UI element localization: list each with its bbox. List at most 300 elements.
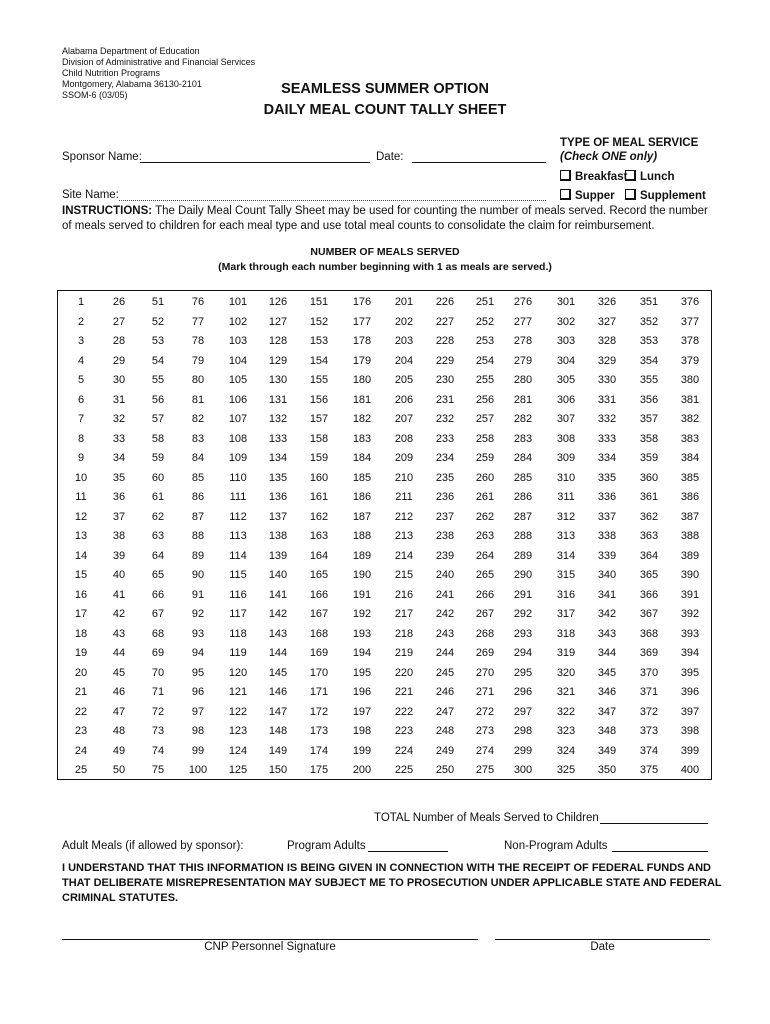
tally-number[interactable]: 182 — [352, 413, 372, 425]
tally-number[interactable]: 276 — [513, 296, 533, 308]
tally-number[interactable]: 99 — [191, 744, 205, 757]
tally-number[interactable]: 280 — [513, 374, 533, 386]
tally-number[interactable]: 113 — [229, 530, 247, 542]
tally-number[interactable]: 325 — [556, 764, 576, 776]
tally-number[interactable]: 29 — [112, 354, 126, 367]
tally-number[interactable]: 391 — [680, 588, 700, 601]
tally-number[interactable]: 367 — [639, 608, 659, 620]
tally-number[interactable]: 230 — [435, 374, 455, 386]
site-name-field[interactable] — [119, 200, 546, 201]
tally-number[interactable]: 375 — [639, 764, 659, 776]
tally-number[interactable]: 49 — [112, 744, 126, 757]
tally-number[interactable]: 138 — [268, 530, 288, 542]
tally-number[interactable]: 239 — [435, 549, 455, 562]
tally-number[interactable]: 231 — [435, 393, 455, 406]
tally-number[interactable]: 295 — [513, 666, 533, 679]
tally-number[interactable]: 220 — [394, 666, 414, 679]
tally-number[interactable]: 44 — [112, 647, 126, 659]
tally-number[interactable]: 326 — [597, 296, 617, 308]
tally-number[interactable]: 133 — [268, 432, 288, 445]
tally-number[interactable]: 209 — [394, 452, 414, 464]
tally-number[interactable]: 119 — [229, 647, 247, 659]
tally-number[interactable]: 213 — [394, 530, 414, 542]
tally-number[interactable]: 312 — [556, 510, 576, 523]
tally-number[interactable]: 53 — [151, 335, 165, 347]
tally-number[interactable]: 262 — [475, 510, 495, 523]
tally-number[interactable]: 297 — [513, 705, 533, 718]
tally-number[interactable]: 232 — [435, 413, 455, 425]
tally-number[interactable]: 341 — [597, 588, 617, 601]
tally-number[interactable]: 352 — [639, 315, 659, 328]
tally-number[interactable]: 283 — [513, 432, 533, 445]
tally-number[interactable]: 365 — [639, 569, 659, 581]
tally-number[interactable]: 58 — [151, 432, 165, 445]
tally-number[interactable]: 354 — [639, 354, 659, 367]
tally-number[interactable]: 3 — [77, 335, 85, 347]
tally-number[interactable]: 204 — [394, 354, 414, 367]
tally-number[interactable]: 311 — [557, 491, 575, 503]
tally-number[interactable]: 320 — [556, 666, 576, 679]
tally-number[interactable]: 1 — [77, 296, 85, 308]
tally-number[interactable]: 281 — [513, 393, 533, 406]
tally-number[interactable]: 73 — [151, 725, 165, 737]
tally-number[interactable]: 236 — [435, 491, 455, 503]
tally-number[interactable]: 106 — [228, 393, 248, 406]
tally-number[interactable]: 226 — [435, 296, 455, 308]
tally-number[interactable]: 392 — [680, 608, 700, 620]
tally-number[interactable]: 346 — [597, 686, 617, 698]
tally-number[interactable]: 149 — [268, 744, 288, 757]
tally-number[interactable]: 336 — [597, 491, 617, 503]
tally-number[interactable]: 310 — [556, 471, 576, 484]
tally-number[interactable]: 96 — [191, 686, 205, 698]
tally-number[interactable]: 396 — [680, 686, 700, 698]
tally-number[interactable]: 112 — [229, 510, 247, 523]
tally-number[interactable]: 253 — [475, 335, 495, 347]
tally-number[interactable]: 302 — [556, 315, 576, 328]
tally-number[interactable]: 117 — [229, 608, 247, 620]
tally-number[interactable]: 111 — [229, 491, 247, 503]
tally-number[interactable]: 36 — [112, 491, 126, 503]
tally-number[interactable]: 244 — [435, 647, 455, 659]
tally-number[interactable]: 128 — [268, 335, 288, 347]
tally-number[interactable]: 270 — [475, 666, 495, 679]
tally-number[interactable]: 217 — [394, 608, 414, 620]
tally-number[interactable]: 243 — [435, 627, 455, 640]
tally-number[interactable]: 364 — [639, 549, 659, 562]
tally-number[interactable]: 32 — [112, 413, 126, 425]
tally-number[interactable]: 10 — [74, 471, 88, 484]
tally-number[interactable]: 201 — [394, 296, 414, 308]
tally-number[interactable]: 154 — [309, 354, 329, 367]
tally-number[interactable]: 333 — [597, 432, 617, 445]
tally-number[interactable]: 145 — [268, 666, 288, 679]
tally-number[interactable]: 225 — [394, 764, 414, 776]
tally-number[interactable]: 197 — [352, 705, 372, 718]
tally-number[interactable]: 13 — [74, 530, 88, 542]
tally-number[interactable]: 166 — [309, 588, 329, 601]
tally-number[interactable]: 134 — [268, 452, 288, 464]
tally-number[interactable]: 98 — [191, 725, 205, 737]
tally-number[interactable]: 257 — [475, 413, 495, 425]
tally-number[interactable]: 87 — [191, 510, 205, 523]
tally-number[interactable]: 76 — [191, 296, 205, 308]
tally-number[interactable]: 179 — [352, 354, 372, 367]
tally-number[interactable]: 361 — [639, 491, 659, 503]
tally-number[interactable]: 172 — [309, 705, 329, 718]
tally-number[interactable]: 161 — [309, 491, 329, 503]
tally-number[interactable]: 322 — [556, 705, 576, 718]
tally-number[interactable]: 40 — [112, 569, 126, 581]
tally-number[interactable]: 48 — [112, 725, 126, 737]
tally-number[interactable]: 248 — [435, 725, 455, 737]
tally-number[interactable]: 15 — [74, 569, 88, 581]
date-field[interactable] — [412, 162, 546, 163]
tally-number[interactable]: 290 — [513, 569, 533, 581]
tally-number[interactable]: 252 — [475, 315, 495, 328]
tally-number[interactable]: 301 — [556, 296, 576, 308]
tally-number[interactable]: 132 — [268, 413, 288, 425]
tally-number[interactable]: 246 — [435, 686, 455, 698]
tally-number[interactable]: 256 — [475, 393, 495, 406]
tally-number[interactable]: 387 — [680, 510, 700, 523]
tally-number[interactable]: 130 — [268, 374, 288, 386]
tally-number[interactable]: 23 — [74, 725, 88, 737]
tally-number[interactable]: 54 — [151, 354, 165, 367]
tally-number[interactable]: 152 — [309, 315, 329, 328]
tally-number[interactable]: 304 — [556, 354, 576, 367]
tally-number[interactable]: 222 — [394, 705, 414, 718]
tally-number[interactable]: 156 — [309, 393, 329, 406]
tally-number[interactable]: 57 — [151, 413, 165, 425]
sponsor-name-field[interactable] — [140, 162, 370, 163]
tally-number[interactable]: 343 — [597, 627, 617, 640]
tally-number[interactable]: 17 — [74, 608, 88, 620]
tally-number[interactable]: 39 — [112, 549, 126, 562]
tally-number[interactable]: 260 — [475, 471, 495, 484]
tally-number[interactable]: 135 — [268, 471, 288, 484]
tally-number[interactable]: 66 — [151, 588, 165, 601]
tally-number[interactable]: 153 — [309, 335, 329, 347]
tally-number[interactable]: 274 — [475, 744, 495, 757]
tally-number[interactable]: 267 — [475, 608, 495, 620]
tally-number[interactable]: 193 — [352, 627, 372, 640]
tally-number[interactable]: 108 — [228, 432, 248, 445]
tally-number[interactable]: 309 — [556, 452, 576, 464]
tally-number[interactable]: 84 — [191, 452, 205, 464]
tally-number[interactable]: 16 — [74, 588, 88, 601]
tally-number[interactable]: 394 — [680, 647, 700, 659]
tally-number[interactable]: 380 — [680, 374, 700, 386]
tally-number[interactable]: 62 — [151, 510, 165, 523]
tally-number[interactable]: 242 — [435, 608, 455, 620]
tally-number[interactable]: 215 — [394, 569, 414, 581]
tally-number[interactable]: 259 — [475, 452, 495, 464]
tally-number[interactable]: 379 — [680, 354, 700, 367]
checkbox-breakfast[interactable] — [560, 170, 627, 183]
tally-number[interactable]: 189 — [352, 549, 372, 562]
tally-number[interactable]: 155 — [309, 374, 329, 386]
tally-number[interactable]: 125 — [228, 764, 248, 776]
tally-number[interactable]: 199 — [352, 744, 372, 757]
tally-number[interactable]: 385 — [680, 471, 700, 484]
tally-number[interactable]: 42 — [112, 608, 126, 620]
tally-number[interactable]: 344 — [597, 647, 617, 659]
tally-number[interactable]: 314 — [556, 549, 576, 562]
tally-number[interactable]: 122 — [228, 705, 248, 718]
tally-number[interactable]: 371 — [639, 686, 659, 698]
tally-number[interactable]: 100 — [188, 764, 208, 776]
tally-number[interactable]: 366 — [639, 588, 659, 601]
tally-number[interactable]: 397 — [680, 705, 700, 718]
tally-number[interactable]: 221 — [394, 686, 414, 698]
tally-number[interactable]: 374 — [639, 744, 659, 757]
tally-number[interactable]: 345 — [597, 666, 617, 679]
tally-number[interactable]: 271 — [475, 686, 495, 698]
tally-number[interactable]: 249 — [435, 744, 455, 757]
tally-number[interactable]: 151 — [309, 296, 329, 308]
tally-number[interactable]: 377 — [680, 315, 700, 328]
tally-number[interactable]: 393 — [680, 627, 700, 640]
tally-number[interactable]: 389 — [680, 549, 700, 562]
tally-number[interactable]: 170 — [309, 666, 329, 679]
tally-number[interactable]: 378 — [680, 335, 700, 347]
tally-number[interactable]: 163 — [309, 530, 329, 542]
tally-number[interactable]: 167 — [309, 608, 329, 620]
tally-number[interactable]: 338 — [597, 530, 617, 542]
tally-number[interactable]: 359 — [639, 452, 659, 464]
tally-number[interactable]: 129 — [268, 354, 288, 367]
tally-number[interactable]: 400 — [680, 764, 700, 776]
tally-number[interactable]: 369 — [639, 647, 659, 659]
tally-number[interactable]: 74 — [151, 744, 165, 757]
tally-number[interactable]: 11 — [75, 491, 87, 503]
tally-number[interactable]: 340 — [597, 569, 617, 581]
tally-number[interactable]: 157 — [309, 413, 329, 425]
tally-number[interactable]: 342 — [597, 608, 617, 620]
tally-number[interactable]: 192 — [352, 608, 372, 620]
tally-number[interactable]: 34 — [112, 452, 126, 464]
tally-number[interactable]: 191 — [352, 588, 372, 601]
tally-number[interactable]: 121 — [228, 686, 248, 698]
tally-number[interactable]: 330 — [597, 374, 617, 386]
tally-number[interactable]: 250 — [435, 764, 455, 776]
signature-field[interactable] — [62, 939, 478, 940]
tally-number[interactable]: 373 — [639, 725, 659, 737]
tally-number[interactable]: 292 — [513, 608, 533, 620]
tally-number[interactable]: 80 — [191, 374, 205, 386]
tally-number[interactable]: 110 — [229, 471, 247, 484]
tally-number[interactable]: 22 — [74, 705, 88, 718]
tally-number[interactable]: 318 — [556, 627, 576, 640]
tally-number[interactable]: 115 — [229, 569, 247, 581]
tally-number[interactable]: 206 — [394, 393, 414, 406]
tally-number[interactable]: 46 — [112, 686, 126, 698]
tally-number[interactable]: 9 — [77, 452, 85, 464]
tally-number[interactable]: 388 — [680, 530, 700, 542]
tally-number[interactable]: 105 — [228, 374, 248, 386]
tally-number[interactable]: 316 — [556, 588, 576, 601]
tally-number[interactable]: 171 — [309, 686, 329, 698]
tally-number[interactable]: 43 — [112, 627, 126, 640]
tally-number[interactable]: 184 — [352, 452, 372, 464]
tally-number[interactable]: 305 — [556, 374, 576, 386]
tally-number[interactable]: 241 — [435, 588, 455, 601]
tally-number[interactable]: 287 — [513, 510, 533, 523]
tally-number[interactable]: 181 — [352, 393, 372, 406]
tally-number[interactable]: 286 — [513, 491, 533, 503]
tally-number[interactable]: 109 — [228, 452, 248, 464]
tally-number[interactable]: 266 — [475, 588, 495, 601]
tally-number[interactable]: 331 — [597, 393, 617, 406]
tally-number[interactable]: 176 — [352, 296, 372, 308]
tally-number[interactable]: 275 — [475, 764, 495, 776]
tally-number[interactable]: 139 — [268, 549, 288, 562]
tally-number[interactable]: 399 — [680, 744, 700, 757]
tally-number[interactable]: 14 — [74, 549, 88, 562]
tally-number[interactable]: 269 — [475, 647, 495, 659]
tally-number[interactable]: 160 — [309, 471, 329, 484]
tally-number[interactable]: 59 — [151, 452, 165, 464]
tally-number[interactable]: 20 — [74, 666, 88, 679]
tally-number[interactable]: 315 — [556, 569, 576, 581]
tally-number[interactable]: 288 — [513, 530, 533, 542]
tally-number[interactable]: 35 — [112, 471, 126, 484]
tally-number[interactable]: 159 — [309, 452, 329, 464]
tally-number[interactable]: 211 — [395, 491, 413, 503]
tally-number[interactable]: 358 — [639, 432, 659, 445]
tally-number[interactable]: 208 — [394, 432, 414, 445]
tally-number[interactable]: 4 — [77, 354, 85, 367]
tally-number[interactable]: 381 — [680, 393, 700, 406]
tally-number[interactable]: 85 — [191, 471, 205, 484]
tally-number[interactable]: 63 — [151, 530, 165, 542]
total-meals-field[interactable] — [600, 823, 708, 824]
tally-number[interactable]: 327 — [597, 315, 617, 328]
tally-number[interactable]: 323 — [556, 725, 576, 737]
tally-number[interactable]: 90 — [191, 569, 205, 581]
tally-number[interactable]: 52 — [151, 315, 165, 328]
tally-number[interactable]: 277 — [513, 315, 533, 328]
tally-number[interactable]: 332 — [597, 413, 617, 425]
tally-number[interactable]: 218 — [394, 627, 414, 640]
tally-number[interactable]: 296 — [513, 686, 533, 698]
tally-number[interactable]: 337 — [597, 510, 617, 523]
tally-number[interactable]: 319 — [556, 647, 576, 659]
tally-number[interactable]: 223 — [394, 725, 414, 737]
tally-number[interactable]: 24 — [74, 744, 88, 757]
tally-number[interactable]: 299 — [513, 744, 533, 757]
tally-number[interactable]: 272 — [475, 705, 495, 718]
tally-number[interactable]: 307 — [556, 413, 576, 425]
tally-number[interactable]: 234 — [435, 452, 455, 464]
tally-number[interactable]: 143 — [268, 627, 288, 640]
tally-number[interactable]: 216 — [394, 588, 414, 601]
tally-number[interactable]: 368 — [639, 627, 659, 640]
tally-number[interactable]: 146 — [268, 686, 288, 698]
tally-number[interactable]: 50 — [112, 764, 126, 776]
tally-number[interactable]: 86 — [191, 491, 205, 503]
tally-number[interactable]: 136 — [268, 491, 288, 503]
checkbox-supper[interactable] — [560, 189, 615, 202]
tally-number[interactable]: 187 — [352, 510, 372, 523]
tally-number[interactable]: 150 — [268, 764, 288, 776]
tally-number[interactable]: 251 — [475, 296, 495, 308]
tally-number[interactable]: 104 — [228, 354, 248, 367]
tally-number[interactable]: 289 — [513, 549, 533, 562]
tally-number[interactable]: 348 — [597, 725, 617, 737]
tally-number[interactable]: 131 — [268, 393, 288, 406]
tally-number[interactable]: 178 — [352, 335, 372, 347]
tally-number[interactable]: 395 — [680, 666, 700, 679]
tally-number[interactable]: 194 — [352, 647, 372, 659]
tally-number[interactable]: 376 — [680, 296, 700, 308]
tally-number[interactable]: 372 — [639, 705, 659, 718]
tally-number[interactable]: 97 — [191, 705, 205, 718]
tally-number[interactable]: 164 — [309, 549, 329, 562]
tally-number[interactable]: 294 — [513, 647, 533, 659]
tally-number[interactable]: 278 — [513, 335, 533, 347]
tally-number[interactable]: 38 — [112, 530, 126, 542]
tally-number[interactable]: 72 — [151, 705, 165, 718]
tally-number[interactable]: 245 — [435, 666, 455, 679]
tally-number[interactable]: 124 — [228, 744, 248, 757]
tally-number[interactable]: 165 — [309, 569, 329, 581]
tally-number[interactable]: 41 — [112, 588, 126, 601]
tally-number[interactable]: 12 — [74, 510, 88, 523]
tally-number[interactable]: 308 — [556, 432, 576, 445]
tally-number[interactable]: 71 — [151, 686, 165, 698]
tally-number[interactable]: 30 — [112, 374, 126, 386]
tally-number[interactable]: 261 — [475, 491, 495, 503]
tally-number[interactable]: 202 — [394, 315, 414, 328]
tally-number[interactable]: 27 — [112, 315, 126, 328]
tally-number[interactable]: 303 — [556, 335, 576, 347]
tally-number[interactable]: 56 — [151, 393, 165, 406]
tally-number[interactable]: 265 — [475, 569, 495, 581]
tally-number[interactable]: 173 — [309, 725, 329, 737]
tally-number[interactable]: 357 — [639, 413, 659, 425]
tally-number[interactable]: 174 — [309, 744, 329, 757]
tally-number[interactable]: 137 — [268, 510, 288, 523]
tally-number[interactable]: 18 — [74, 627, 88, 640]
tally-number[interactable]: 321 — [556, 686, 576, 698]
tally-number[interactable]: 247 — [435, 705, 455, 718]
tally-number[interactable]: 279 — [513, 354, 533, 367]
tally-number[interactable]: 398 — [680, 725, 700, 737]
tally-number[interactable]: 293 — [513, 627, 533, 640]
tally-number[interactable]: 120 — [228, 666, 248, 679]
tally-number[interactable]: 224 — [394, 744, 414, 757]
tally-number[interactable]: 45 — [112, 666, 126, 679]
tally-number[interactable]: 25 — [74, 764, 88, 776]
tally-number[interactable]: 200 — [352, 764, 372, 776]
tally-number[interactable]: 273 — [475, 725, 495, 737]
tally-number[interactable]: 169 — [309, 647, 329, 659]
tally-number[interactable]: 142 — [268, 608, 288, 620]
tally-number[interactable]: 147 — [268, 705, 288, 718]
tally-number[interactable]: 19 — [74, 647, 88, 659]
tally-number[interactable]: 60 — [151, 471, 165, 484]
tally-number[interactable]: 205 — [394, 374, 414, 386]
tally-number[interactable]: 238 — [435, 530, 455, 542]
tally-number[interactable]: 183 — [352, 432, 372, 445]
program-adults-field[interactable] — [368, 851, 448, 852]
tally-number[interactable]: 118 — [229, 627, 247, 640]
tally-number[interactable]: 384 — [680, 452, 700, 464]
tally-number[interactable]: 89 — [191, 549, 205, 562]
tally-number[interactable]: 382 — [680, 413, 700, 425]
